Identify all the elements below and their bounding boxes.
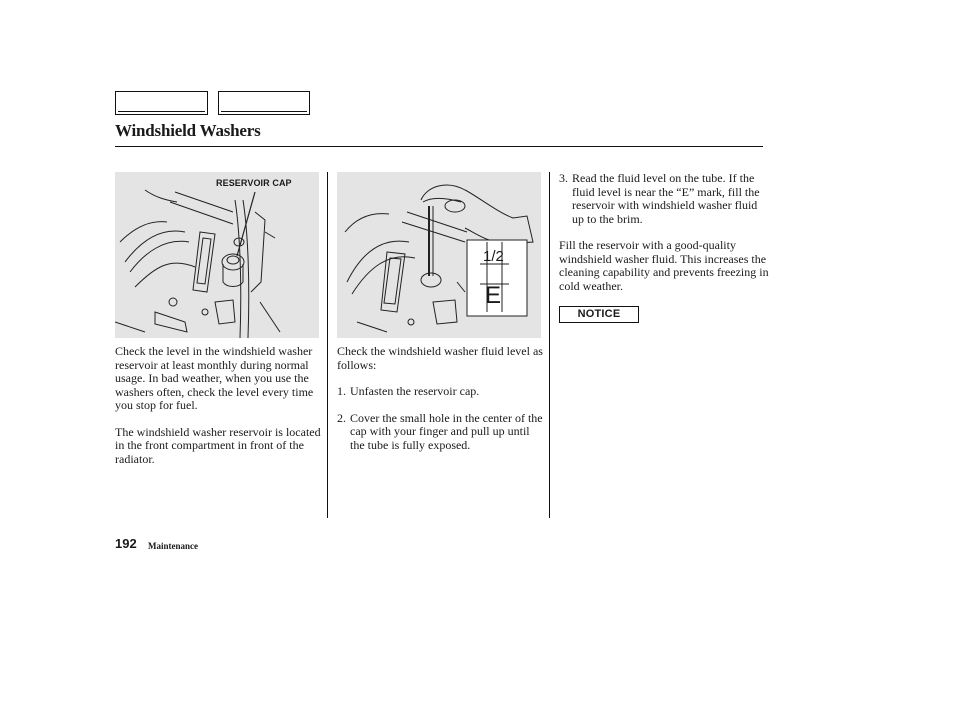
next-section-button[interactable] [218,91,310,115]
step-number: 2. [337,410,346,425]
page-title: Windshield Washers [115,121,261,140]
fluid-level-tube-illustration [337,172,541,338]
step-item [337,412,543,453]
page-number: 192 [115,536,137,551]
notice-label: NOTICE [559,306,639,323]
paragraph: Check the level in the windshield washer reservoir at least monthly during normal usage. In bad weather, when you use the washers often, check the level every time you stop for fuel. [115,344,314,412]
title-rule [115,146,763,147]
engine-compartment-drawing [115,172,319,338]
paragraph: Fill the reservoir with a good-quality windshield washer fluid. This increases the cleaning capability and prevents freezing in cold weather. [559,238,769,293]
gauge-half-mark: 1/2 [483,248,504,265]
step-number: 3. [559,171,568,185]
column-divider [327,172,328,518]
reservoir-cap-callout: RESERVOIR CAP [216,178,292,188]
step-number: 1. [337,384,346,398]
step-item [559,172,769,226]
instructions-intro: Check the windshield washer fluid level as follows: [337,344,543,372]
column-divider [549,172,550,518]
step-text: Cover the small hole in the center of the cap with your finger and pull up until the tube is fully exposed. [350,410,543,452]
column-1-text [115,345,323,479]
section-name: Maintenance [148,541,198,551]
column-3-text [559,172,769,323]
paragraph: The windshield washer reservoir is located in the front compartment in front of the radiator. [115,424,321,466]
previous-section-button[interactable] [115,91,208,115]
step-text: Read the fluid level on the tube. If the fluid level is near the “E” mark, fill the reservoir with windshield washer fluid up to the brim. [572,171,760,226]
step-text: Unfasten the reservoir cap. [350,384,480,398]
gauge-empty-mark: E [485,282,502,309]
level-tube-drawing [337,172,541,338]
column-2-text [337,345,543,465]
step-item [337,385,543,399]
reservoir-location-illustration [115,172,319,338]
